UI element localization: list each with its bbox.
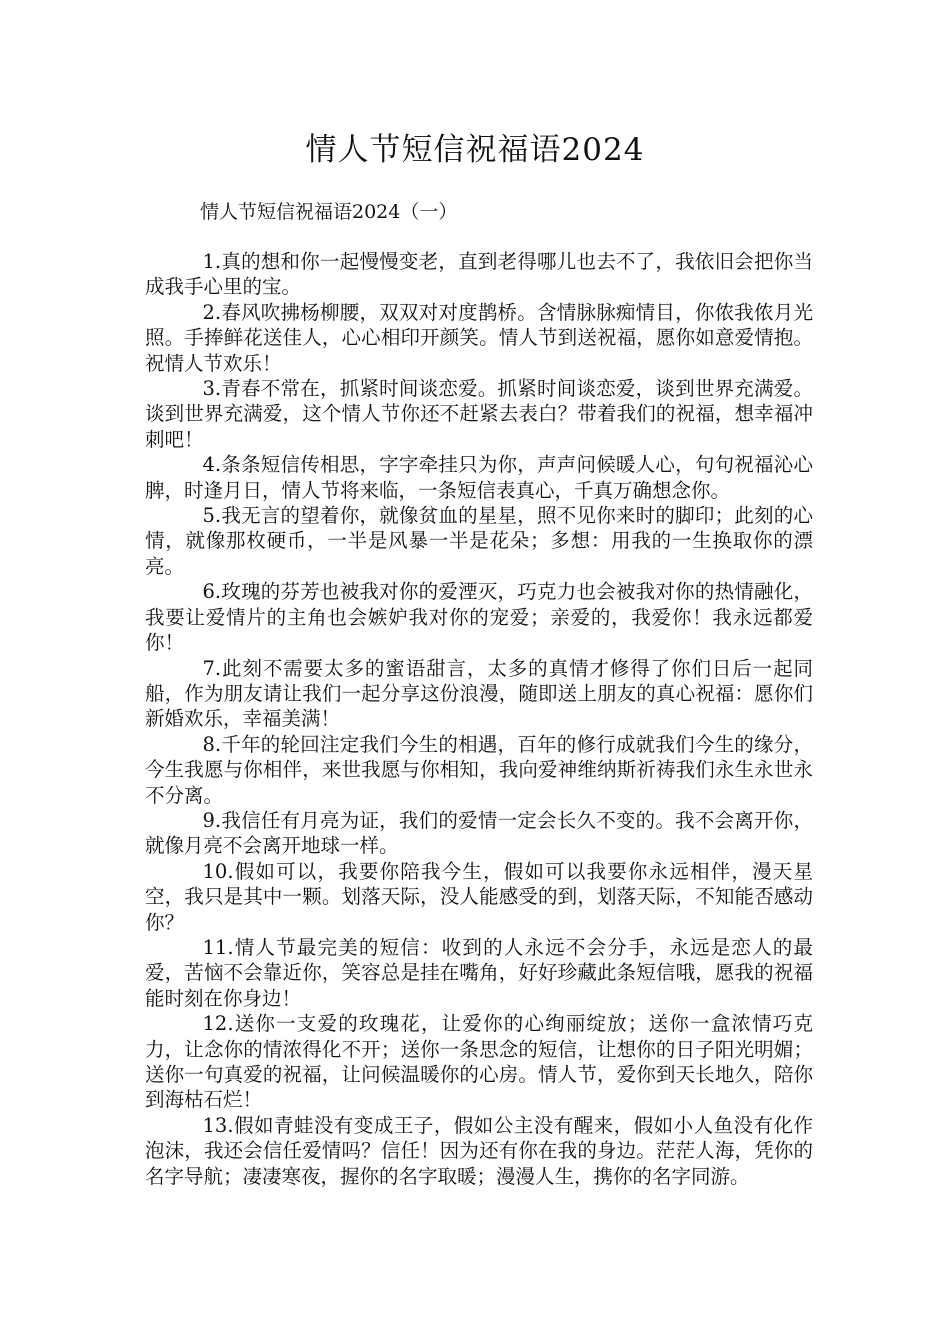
paragraph-13: 13.假如青蛙没有变成王子，假如公主没有醒来，假如小人鱼没有化作泡沫，我还会信任爱情吗？信任！因为还有你在我的身边。茫茫人海，凭你的名字导航；凄凄寒夜，握你的名字取暖；漫漫人生，携你的名字同游。: [145, 1113, 813, 1188]
paragraph-8: 8.千年的轮回注定我们今生的相遇，百年的修行成就我们今生的缘分，今生我愿与你相伴，来世我愿与你相知，我向爱神维纳斯祈祷我们永生永世永不分离。: [145, 732, 813, 807]
paragraph-11: 11.情人节最完美的短信：收到的人永远不会分手，永远是恋人的最爱，苦恼不会靠近你，笑容总是挂在嘴角，好好珍藏此条短信哦，愿我的祝福能时刻在你身边！: [145, 935, 813, 1010]
paragraph-6: 6.玫瑰的芬芳也被我对你的爱湮灭，巧克力也会被我对你的热情融化，我要让爱情片的主角也会嫉妒我对你的宠爱；亲爱的，我爱你！我永远都爱你！: [145, 580, 813, 655]
paragraph-3: 3.青春不常在，抓紧时间谈恋爱。抓紧时间谈恋爱，谈到世界充满爱。谈到世界充满爱，这个情人节你还不赶紧去表白？带着我们的祝福，想幸福冲刺吧！: [145, 377, 813, 451]
paragraph-2: 2.春风吹拂杨柳腰，双双对对度鹊桥。含情脉脉痴情目，你侬我侬月光照。手捧鲜花送佳人，心心相印开颜笑。情人节到送祝福，愿你如意爱情抱。祝情人节欢乐！: [145, 300, 813, 375]
paragraph-12: 12.送你一支爱的玫瑰花，让爱你的心绚丽绽放；送你一盒浓情巧克力，让念你的情浓得化不开；送你一条思念的短信，让想你的日子阳光明媚；送你一句真爱的祝福，让问候温暖你的心房。情人节，爱你到天长地久，陪你到海枯石烂！: [145, 1012, 813, 1112]
document-body: [145, 249, 813, 1189]
paragraph-1: 1.真的想和你一起慢慢变老，直到老得哪儿也去不了，我依旧会把你当成我手心里的宝。: [145, 250, 813, 299]
paragraph-4: 4.条条短信传相思，字字牵挂只为你，声声问候暖人心，句句祝福沁心脾，时逢月日，情人节将来临，一条短信表真心，千真万确想念你。: [145, 453, 813, 502]
page-title: 情人节短信祝福语2024: [305, 132, 645, 168]
section-heading: 情人节短信祝福语2024（一）: [200, 201, 458, 223]
paragraph-10: 10.假如可以，我要你陪我今生，假如可以我要你永远相伴，漫天星空，我只是其中一颗。划落天际，没人能感受的到，划落天际，不知能否感动你？: [145, 859, 813, 934]
paragraph-5: 5.我无言的望着你，就像贫血的星星，照不见你来时的脚印；此刻的心情，就像那枚硬币，一半是风暴一半是花朵；多想：用我的一生换取你的漂亮。: [145, 504, 813, 578]
paragraph-7: 7.此刻不需要太多的蜜语甜言，太多的真情才修得了你们日后一起同船，作为朋友请让我们一起分享这份浪漫，随即送上朋友的真心祝福：愿你们新婚欢乐，幸福美满！: [145, 656, 813, 731]
paragraph-9: 9.我信任有月亮为证，我们的爱情一定会长久不变的。我不会离开你，就像月亮不会离开地球一样。: [145, 808, 813, 858]
